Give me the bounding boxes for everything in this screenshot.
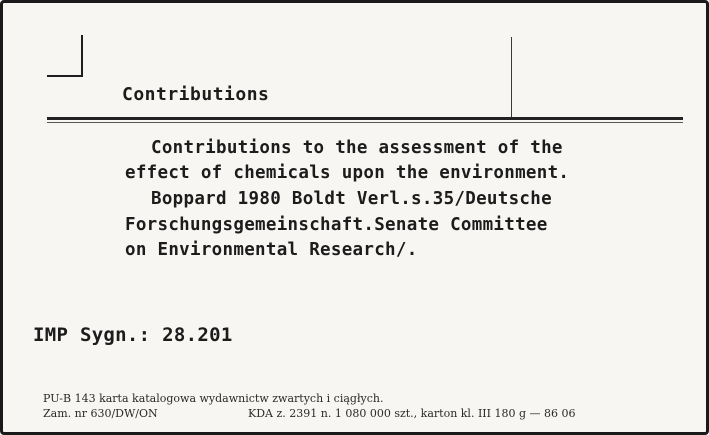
heading-rule — [47, 117, 683, 120]
call-number: IMP Sygn.: 28.201 — [33, 324, 233, 346]
entry-line-2: effect of chemicals upon the environment. — [125, 163, 570, 183]
column-divider — [511, 37, 512, 117]
corner-mark-horizontal — [47, 75, 83, 77]
card-footer-print-info: KDA z. 2391 n. 1 080 000 szt., karton kl. III 180 g — 86 06 — [248, 407, 576, 420]
card-heading: Contributions — [122, 84, 270, 105]
card-footer-line-1: PU-B 143 karta katalogowa wydawnictw zwartych i ciągłych. — [43, 392, 384, 405]
heading-rule-thin — [47, 122, 683, 123]
entry-line-5: on Environmental Research/. — [125, 240, 418, 260]
corner-mark-vertical — [81, 35, 83, 77]
card-footer-order: Zam. nr 630/DW/ON — [43, 407, 158, 420]
entry-line-4: Forschungsgemeinschaft.Senate Committee — [125, 215, 548, 235]
entry-line-1: Contributions to the assessment of the — [151, 138, 563, 158]
entry-line-3: Boppard 1980 Boldt Verl.s.35/Deutsche — [151, 189, 552, 209]
